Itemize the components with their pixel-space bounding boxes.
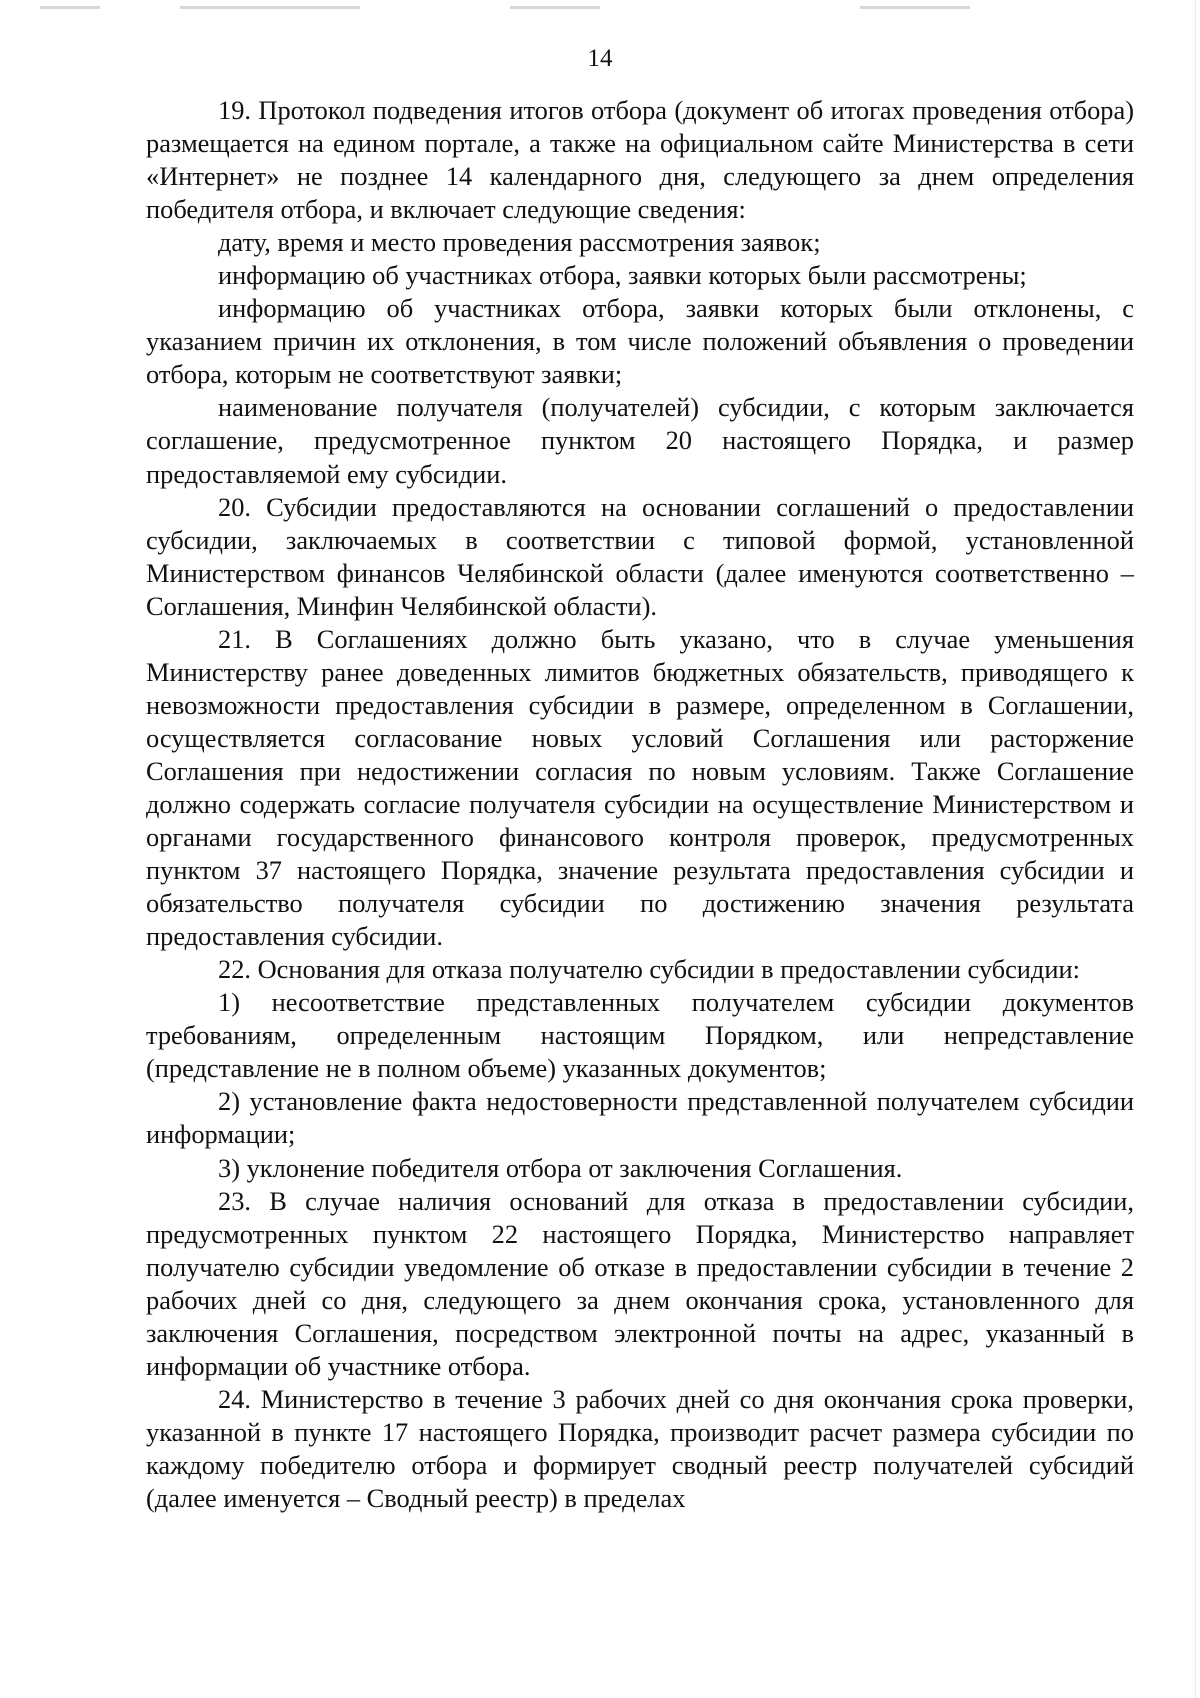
- scan-edge: [1195, 0, 1196, 1698]
- paragraph-23: 23. В случае наличия оснований для отказа в предоставлении субсидии, предусмотренных пунктом 22 настоящего Порядка, Министерство направляет получателю субсидии уведомление об отказе в предоставлении субсидии в течение 2 рабочих дней со дня, следующего за днем окончания срока, установленного для заключения Соглашения, посредством электронной почты на адрес, указанный в информации об участнике отбора.: [146, 1185, 1134, 1381]
- scan-artifact: [510, 6, 600, 9]
- paragraph-item: информацию об участниках отбора, заявки которых были рассмотрены;: [218, 260, 1027, 291]
- page-number: 14: [587, 45, 613, 72]
- paragraph-item: дату, время и место проведения рассмотрения заявок;: [218, 227, 821, 258]
- paragraph-20: 20. Субсидии предоставляются на основании соглашений о предоставлении субсидии, заключаемых в соответствии с типовой формой, установленной Министерством финансов Челябинской области (далее именуются соответственно – Соглашения, Минфин Челябинской области).: [146, 491, 1134, 621]
- document-body: [146, 94, 1134, 1515]
- paragraph-21: 21. В Соглашениях должно быть указано, что в случае уменьшения Министерству ранее доведенных лимитов бюджетных обязательств, приводящего к невозможности предоставления субсидии в размере, определенном в Соглашении, осуществляется согласование новых условий Соглашения или расторжение Соглашения при недостижении согласия по новым условиям. Также Соглашение должно содержать согласие получателя субсидии на осуществление Министерством и органами государственного финансового контроля проверок, предусмотренных пунктом 37 настоящего Порядка, значение результата предоставления субсидии и обязательство получателя субсидии по достижению значения результата предоставления субсидии.: [146, 623, 1134, 952]
- scan-artifact: [860, 6, 970, 9]
- paragraph-item: наименование получателя (получателей) субсидии, с которым заключается соглашение, предусмотренное пунктом 20 настоящего Порядка, и размер предоставляемой ему субсидии.: [146, 392, 1134, 489]
- list-item: 3) уклонение победителя отбора от заключения Соглашения.: [218, 1152, 903, 1183]
- scan-artifact: [180, 6, 360, 9]
- list-item: 1) несоответствие представленных получателем субсидии документов требованиям, определенным настоящим Порядком, или непредставление (представление не в полном объеме) указанных документов;: [146, 987, 1134, 1084]
- paragraph-22: 22. Основания для отказа получателю субсидии в предоставлении субсидии:: [218, 954, 1080, 985]
- paragraph-item: информацию об участниках отбора, заявки которых были отклонены, с указанием причин их отклонения, в том числе положений объявления о проведении отбора, которым не соответствуют заявки;: [146, 293, 1134, 390]
- paragraph-19: 19. Протокол подведения итогов отбора (документ об итогах проведения отбора) размещается на едином портале, а также на официальном сайте Министерства в сети «Интернет» не позднее 14 календарного дня, следующего за днем определения победителя отбора, и включает следующие сведения:: [146, 95, 1134, 225]
- list-item: 2) установление факта недостоверности представленной получателем субсидии информации;: [146, 1086, 1134, 1150]
- paragraph-24: 24. Министерство в течение 3 рабочих дней со дня окончания срока проверки, указанной в пункте 17 настоящего Порядка, производит расчет размера субсидии по каждому победителю отбора и формирует сводный реестр получателей субсидий (далее именуется – Сводный реестр) в пределах: [146, 1383, 1134, 1513]
- scan-artifact: [40, 6, 100, 9]
